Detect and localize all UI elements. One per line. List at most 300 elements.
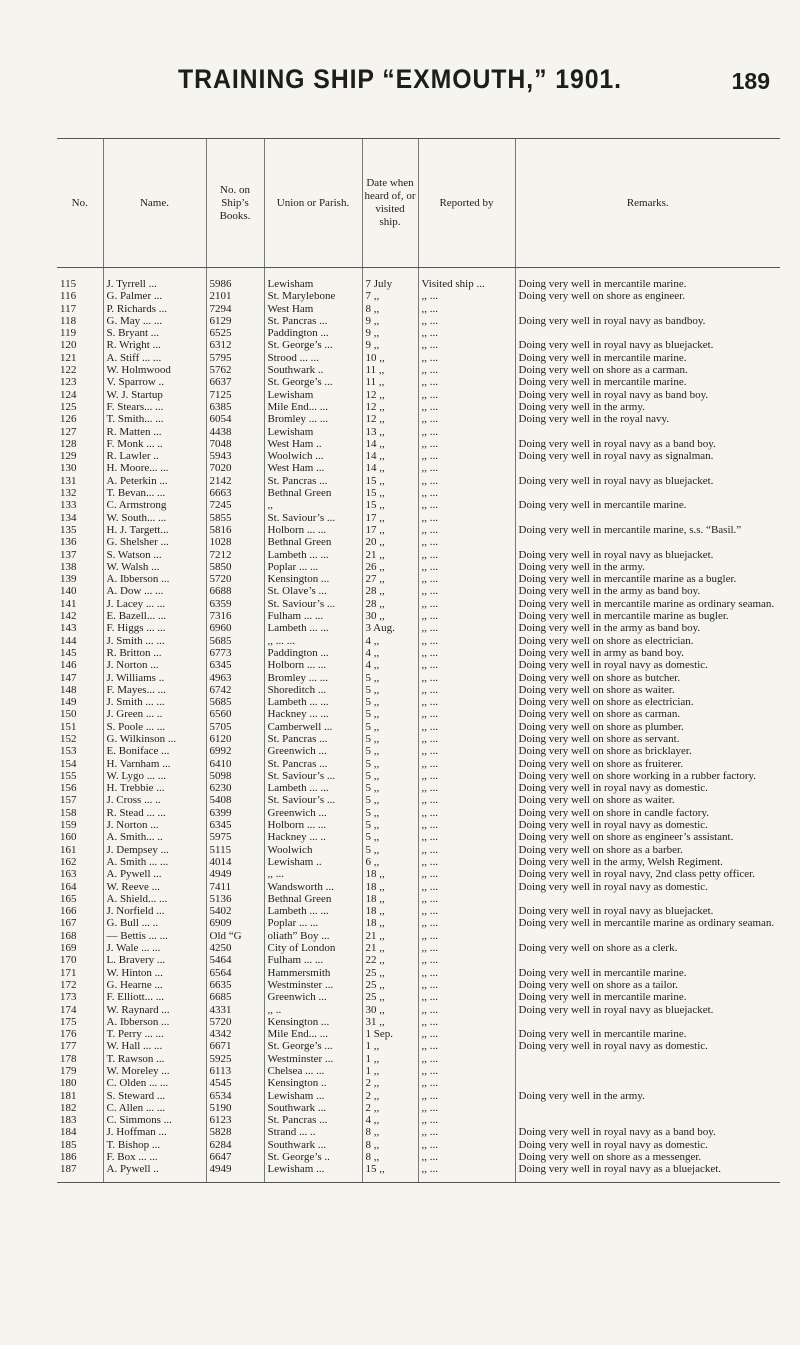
table-row [57, 831, 780, 843]
cell-date: 5 ,, [362, 708, 418, 720]
cell-union: Woolwich [264, 844, 362, 856]
cell-remarks: Doing very well in royal navy as a band boy. [515, 438, 780, 450]
cell-name: R. Wright ... [103, 339, 206, 351]
cell-remarks: Doing very well in royal navy as domestic. [515, 819, 780, 831]
cell-reported: ,, ... [418, 549, 515, 561]
page-number: 189 [731, 68, 770, 94]
cell-reported: ,, ... [418, 733, 515, 745]
cell-name: T. Bevan... ... [103, 487, 206, 499]
cell-date: 15 ,, [362, 1163, 418, 1175]
cell-remarks: Doing very well on shore working in a rubber factory. [515, 770, 780, 782]
cell-reported: ,, ... [418, 376, 515, 388]
cell-remarks: Doing very well on shore as fruiterer. [515, 758, 780, 770]
cell-no: 166 [60, 905, 77, 918]
table-row [57, 327, 780, 339]
cell-books: 6637 [206, 376, 264, 388]
cell-remarks: Doing very well in mercantile marine. [515, 352, 780, 364]
page-title: TRAINING SHIP “EXMOUTH,” 1901. [178, 64, 622, 94]
cell-reported: ,, ... [418, 401, 515, 413]
table-row [57, 844, 780, 856]
cell-books: 4014 [206, 856, 264, 868]
cell-name: W. Holmwood [103, 364, 206, 376]
cell-no: 146 [60, 659, 77, 672]
table-row [57, 991, 780, 1003]
table-row [57, 426, 780, 438]
cell-remarks: Doing very well in royal navy as domestic. [515, 782, 780, 794]
table-row [57, 585, 780, 597]
cell-name: H. J. Targett... [103, 524, 206, 536]
table-row [57, 376, 780, 388]
cell-date: 1 Sep. [362, 1028, 418, 1040]
cell-date: 4 ,, [362, 1114, 418, 1126]
cell-remarks: Doing very well in mercantile marine as bugler. [515, 610, 780, 622]
table-row [57, 819, 780, 831]
table-row [57, 733, 780, 745]
table-row [57, 610, 780, 622]
cell-remarks: Doing very well in army as band boy. [515, 647, 780, 659]
cell-remarks: Doing very well in the army. [515, 1090, 780, 1102]
cell-no: 143 [60, 622, 77, 635]
cell-reported: ,, ... [418, 844, 515, 856]
table-row [57, 364, 780, 376]
cell-remarks: Doing very well in mercantile marine as ordinary seaman. [515, 917, 780, 929]
cell-reported: ,, ... [418, 585, 515, 597]
cell-name: S. Poole ... ... [103, 721, 206, 733]
cell-date: 18 ,, [362, 893, 418, 905]
cell-books: 7212 [206, 549, 264, 561]
cell-name: S. Watson ... [103, 549, 206, 561]
cell-union: Bethnal Green [264, 487, 362, 499]
cell-reported: ,, ... [418, 622, 515, 634]
cell-books: 6230 [206, 782, 264, 794]
cell-no: 171 [60, 966, 77, 979]
cell-reported: ,, ... [418, 807, 515, 819]
cell-reported: ,, ... [418, 1151, 515, 1163]
cell-books: 4963 [206, 672, 264, 684]
cell-no: 185 [60, 1138, 77, 1151]
cell-books: 5136 [206, 893, 264, 905]
cell-name: P. Richards ... [103, 303, 206, 315]
cell-no: 187 [60, 1163, 77, 1176]
cell-reported: ,, ... [418, 561, 515, 573]
cell-books: 6345 [206, 659, 264, 671]
cell-reported: ,, ... [418, 1053, 515, 1065]
cell-no: 153 [60, 745, 77, 758]
cell-union: St. Olave’s ... [264, 585, 362, 597]
cell-date: 6 ,, [362, 856, 418, 868]
cell-union: Kensington .. [264, 1077, 362, 1089]
cell-reported: ,, ... [418, 1065, 515, 1077]
cell-no: 183 [60, 1114, 77, 1127]
table-row [57, 758, 780, 770]
cell-name: E. Boniface ... [103, 745, 206, 757]
cell-union: St. Pancras ... [264, 758, 362, 770]
cell-no: 125 [60, 400, 77, 413]
cell-union: Greenwich ... [264, 991, 362, 1003]
cell-remarks: Doing very well on shore as a tailor. [515, 979, 780, 991]
cell-union: Greenwich ... [264, 807, 362, 819]
cell-name: J. Norfield ... [103, 905, 206, 917]
cell-reported: ,, ... [418, 954, 515, 966]
cell-union: Mile End... ... [264, 401, 362, 413]
table-row [57, 278, 780, 290]
cell-reported: ,, ... [418, 819, 515, 831]
cell-reported: ,, ... [418, 303, 515, 315]
cell-reported: ,, ... [418, 524, 515, 536]
table-row [57, 893, 780, 905]
table-row [57, 450, 780, 462]
cell-date: 5 ,, [362, 831, 418, 843]
cell-no: 140 [60, 585, 77, 598]
cell-union: Camberwell ... [264, 721, 362, 733]
cell-reported: ,, ... [418, 598, 515, 610]
cell-reported: Visited ship ... [418, 278, 515, 290]
cell-reported: ,, ... [418, 426, 515, 438]
register-table [57, 138, 780, 1183]
cell-name: G. Hearne ... [103, 979, 206, 991]
cell-no: 119 [60, 327, 77, 340]
cell-remarks: Doing very well in royal navy as bandboy. [515, 315, 780, 327]
cell-date: 5 ,, [362, 721, 418, 733]
cell-books: 6663 [206, 487, 264, 499]
cell-reported: ,, ... [418, 290, 515, 302]
cell-remarks: Doing very well on shore as waiter. [515, 794, 780, 806]
cell-date: 18 ,, [362, 881, 418, 893]
cell-name: J. Smith ... ... [103, 635, 206, 647]
cell-reported: ,, ... [418, 684, 515, 696]
cell-books: 4342 [206, 1028, 264, 1040]
cell-remarks [515, 512, 780, 524]
cell-name: F. Stears... ... [103, 401, 206, 413]
cell-books: 6359 [206, 598, 264, 610]
cell-name: G. Wilkinson ... [103, 733, 206, 745]
cell-no: 167 [60, 917, 77, 930]
cell-books: 6647 [206, 1151, 264, 1163]
cell-name: F. Monk ... .. [103, 438, 206, 450]
cell-books: 6120 [206, 733, 264, 745]
cell-date: 5 ,, [362, 770, 418, 782]
cell-date: 12 ,, [362, 389, 418, 401]
cell-union: Lewisham [264, 278, 362, 290]
cell-reported: ,, ... [418, 1114, 515, 1126]
cell-date: 30 ,, [362, 610, 418, 622]
cell-union: Paddington ... [264, 647, 362, 659]
column-header-name: Name. [103, 139, 206, 268]
cell-date: 22 ,, [362, 954, 418, 966]
cell-reported: ,, ... [418, 450, 515, 462]
cell-reported: ,, ... [418, 905, 515, 917]
cell-name: T. Rawson ... [103, 1053, 206, 1065]
cell-no: 169 [60, 942, 77, 955]
cell-union: West Ham ... [264, 462, 362, 474]
cell-reported: ,, ... [418, 1090, 515, 1102]
cell-date: 17 ,, [362, 512, 418, 524]
cell-books: 6410 [206, 758, 264, 770]
cell-books: 5795 [206, 352, 264, 364]
cell-no: 144 [60, 634, 77, 647]
cell-union: Woolwich ... [264, 450, 362, 462]
cell-reported: ,, ... [418, 856, 515, 868]
cell-reported: ,, ... [418, 1139, 515, 1151]
cell-reported: ,, ... [418, 758, 515, 770]
table-row [57, 1163, 780, 1175]
cell-books: 5190 [206, 1102, 264, 1114]
cell-reported: ,, ... [418, 1126, 515, 1138]
column-header-no: No. [57, 139, 103, 268]
cell-union: Fulham ... ... [264, 610, 362, 622]
cell-date: 5 ,, [362, 684, 418, 696]
cell-date: 5 ,, [362, 782, 418, 794]
cell-name: G. Shelsher ... [103, 536, 206, 548]
cell-date: 1 ,, [362, 1065, 418, 1077]
cell-no: 148 [60, 683, 77, 696]
cell-union: Fulham ... ... [264, 954, 362, 966]
cell-remarks: Doing very well on shore as a carman. [515, 364, 780, 376]
cell-union: St. George’s .. [264, 1151, 362, 1163]
cell-no: 152 [60, 732, 77, 745]
cell-no: 141 [60, 597, 77, 610]
cell-books: 4438 [206, 426, 264, 438]
cell-books: 4545 [206, 1077, 264, 1089]
cell-union: Strand ... .. [264, 1126, 362, 1138]
cell-name: C. Armstrong [103, 499, 206, 511]
cell-date: 17 ,, [362, 524, 418, 536]
cell-no: 154 [60, 757, 77, 770]
cell-books: 5986 [206, 278, 264, 290]
cell-books: 4250 [206, 942, 264, 954]
cell-reported: ,, ... [418, 881, 515, 893]
table-row [57, 684, 780, 696]
cell-union: Lewisham [264, 426, 362, 438]
cell-no: 115 [60, 278, 77, 290]
cell-remarks: Doing very well in royal navy, 2nd class petty officer. [515, 868, 780, 880]
cell-union: Lewisham .. [264, 856, 362, 868]
cell-remarks: Doing very well in mercantile marine. [515, 376, 780, 388]
cell-date: 30 ,, [362, 1004, 418, 1016]
cell-name: W. Hall ... ... [103, 1040, 206, 1052]
cell-date: 8 ,, [362, 1151, 418, 1163]
table-row [57, 524, 780, 536]
cell-date: 2 ,, [362, 1077, 418, 1089]
cell-no: 157 [60, 794, 77, 807]
cell-name: H. Varnham ... [103, 758, 206, 770]
cell-books: 6345 [206, 819, 264, 831]
cell-name: A. Ibberson ... [103, 573, 206, 585]
cell-books: 6123 [206, 1114, 264, 1126]
cell-name: G. May ... ... [103, 315, 206, 327]
cell-date: 9 ,, [362, 315, 418, 327]
cell-books: 7125 [206, 389, 264, 401]
cell-remarks [515, 930, 780, 942]
cell-name: A. Smith ... ... [103, 856, 206, 868]
cell-reported: ,, ... [418, 942, 515, 954]
cell-remarks: Doing very well on shore as engineer’s assistant. [515, 831, 780, 843]
table-row [57, 905, 780, 917]
table-row [57, 536, 780, 548]
cell-reported: ,, ... [418, 352, 515, 364]
cell-reported: ,, ... [418, 413, 515, 425]
cell-remarks: Doing very well in mercantile marine. [515, 991, 780, 1003]
cell-books: 5720 [206, 1016, 264, 1028]
cell-remarks: Doing very well on shore as a barber. [515, 844, 780, 856]
cell-remarks: Doing very well in mercantile marine as ordinary seaman. [515, 598, 780, 610]
cell-books: 5855 [206, 512, 264, 524]
cell-name: A. Peterkin ... [103, 475, 206, 487]
cell-remarks: Doing very well in royal navy as a bluejacket. [515, 1163, 780, 1175]
cell-books: 2142 [206, 475, 264, 487]
cell-reported: ,, ... [418, 708, 515, 720]
cell-reported: ,, ... [418, 389, 515, 401]
cell-no: 116 [60, 290, 77, 303]
cell-name: J. Dempsey ... [103, 844, 206, 856]
cell-reported: ,, ... [418, 1028, 515, 1040]
cell-date: 5 ,, [362, 807, 418, 819]
table-row [57, 881, 780, 893]
cell-name: V. Sparrow .. [103, 376, 206, 388]
cell-reported: ,, ... [418, 339, 515, 351]
cell-no: 186 [60, 1151, 77, 1164]
cell-union: Holborn ... ... [264, 524, 362, 536]
cell-name: T. Smith... ... [103, 413, 206, 425]
cell-remarks [515, 954, 780, 966]
cell-name: J. Wale ... ... [103, 942, 206, 954]
cell-books: 5464 [206, 954, 264, 966]
cell-union: Greenwich ... [264, 745, 362, 757]
cell-remarks: Doing very well on shore as a messenger. [515, 1151, 780, 1163]
table-row [57, 1004, 780, 1016]
cell-remarks: Doing very well in royal navy as domestic. [515, 881, 780, 893]
cell-remarks: Doing very well in royal navy as domestic. [515, 659, 780, 671]
cell-date: 5 ,, [362, 844, 418, 856]
cell-reported: ,, ... [418, 647, 515, 659]
cell-name: A. Smith... .. [103, 831, 206, 843]
cell-no: 117 [60, 302, 77, 315]
cell-books: 5098 [206, 770, 264, 782]
cell-books: 5850 [206, 561, 264, 573]
cell-books: 1028 [206, 536, 264, 548]
cell-reported: ,, ... [418, 475, 515, 487]
table-row [57, 339, 780, 351]
cell-remarks [515, 893, 780, 905]
cell-no: 162 [60, 855, 77, 868]
cell-remarks: Doing very well on shore as carman. [515, 708, 780, 720]
cell-no: 136 [60, 536, 77, 549]
cell-union: Bromley ... ... [264, 672, 362, 684]
cell-reported: ,, ... [418, 745, 515, 757]
cell-date: 25 ,, [362, 991, 418, 1003]
cell-date: 15 ,, [362, 499, 418, 511]
cell-name: A. Pywell .. [103, 1163, 206, 1175]
cell-name: A. Shield... ... [103, 893, 206, 905]
cell-remarks: Doing very well on shore as plumber. [515, 721, 780, 733]
cell-no: 134 [60, 511, 77, 524]
cell-books: 6742 [206, 684, 264, 696]
cell-reported: ,, ... [418, 536, 515, 548]
cell-reported: ,, ... [418, 930, 515, 942]
cell-no: 147 [60, 671, 77, 684]
cell-union: Strood ... ... [264, 352, 362, 364]
cell-no: 180 [60, 1077, 77, 1090]
table-row [57, 1114, 780, 1126]
cell-books: 6054 [206, 413, 264, 425]
cell-remarks: Doing very well on shore as waiter. [515, 684, 780, 696]
cell-union: ,, [264, 499, 362, 511]
cell-union: Bromley ... ... [264, 413, 362, 425]
table-row [57, 598, 780, 610]
table-row [57, 1077, 780, 1089]
cell-union: St. Saviour’s ... [264, 512, 362, 524]
cell-books: 6399 [206, 807, 264, 819]
cell-name: F. Mayes... ... [103, 684, 206, 696]
cell-date: 7 July [362, 278, 418, 290]
cell-date: 7 ,, [362, 290, 418, 302]
cell-name: J. Lacey ... ... [103, 598, 206, 610]
cell-union: St. George’s ... [264, 1040, 362, 1052]
cell-no: 184 [60, 1126, 77, 1139]
cell-remarks [515, 1053, 780, 1065]
cell-union: oliath” Boy ... [264, 930, 362, 942]
cell-remarks [515, 327, 780, 339]
table-row [57, 401, 780, 413]
cell-no: 149 [60, 696, 77, 709]
cell-union: St. George’s ... [264, 339, 362, 351]
cell-name: C. Allen ... ... [103, 1102, 206, 1114]
cell-remarks [515, 303, 780, 315]
cell-union: Hackney ... .. [264, 831, 362, 843]
cell-no: 172 [60, 978, 77, 991]
cell-name: E. Bazell... ... [103, 610, 206, 622]
cell-union: Lambeth ... ... [264, 622, 362, 634]
cell-remarks: Doing very well in mercantile marine. [515, 499, 780, 511]
cell-reported: ,, ... [418, 917, 515, 929]
table-bottom-rule [57, 1176, 780, 1183]
cell-union: Westminster ... [264, 979, 362, 991]
cell-union: Bethnal Green [264, 536, 362, 548]
cell-no: 121 [60, 351, 77, 364]
cell-union: ,, .. [264, 1004, 362, 1016]
cell-no: 170 [60, 954, 77, 967]
cell-books: 6534 [206, 1090, 264, 1102]
cell-date: 4 ,, [362, 635, 418, 647]
cell-no: 174 [60, 1003, 77, 1016]
cell-books: 6113 [206, 1065, 264, 1077]
cell-date: 15 ,, [362, 487, 418, 499]
cell-name: L. Bravery ... [103, 954, 206, 966]
table-row [57, 856, 780, 868]
cell-date: 9 ,, [362, 339, 418, 351]
cell-union: Chelsea ... ... [264, 1065, 362, 1077]
cell-no: 118 [60, 314, 77, 327]
cell-reported: ,, ... [418, 462, 515, 474]
cell-books: 7020 [206, 462, 264, 474]
cell-reported: ,, ... [418, 499, 515, 511]
cell-remarks: Doing very well in mercantile marine. [515, 1028, 780, 1040]
column-header-reported: Reported by [418, 139, 515, 268]
cell-remarks: Doing very well on shore in candle factory. [515, 807, 780, 819]
cell-no: 168 [60, 929, 77, 942]
table-header-row [57, 139, 780, 268]
cell-books: 6525 [206, 327, 264, 339]
cell-no: 179 [60, 1065, 77, 1077]
cell-remarks [515, 536, 780, 548]
table-row [57, 462, 780, 474]
table-row [57, 573, 780, 585]
cell-reported: ,, ... [418, 991, 515, 1003]
table-row [57, 315, 780, 327]
cell-date: 5 ,, [362, 745, 418, 757]
cell-date: 21 ,, [362, 942, 418, 954]
cell-date: 18 ,, [362, 917, 418, 929]
